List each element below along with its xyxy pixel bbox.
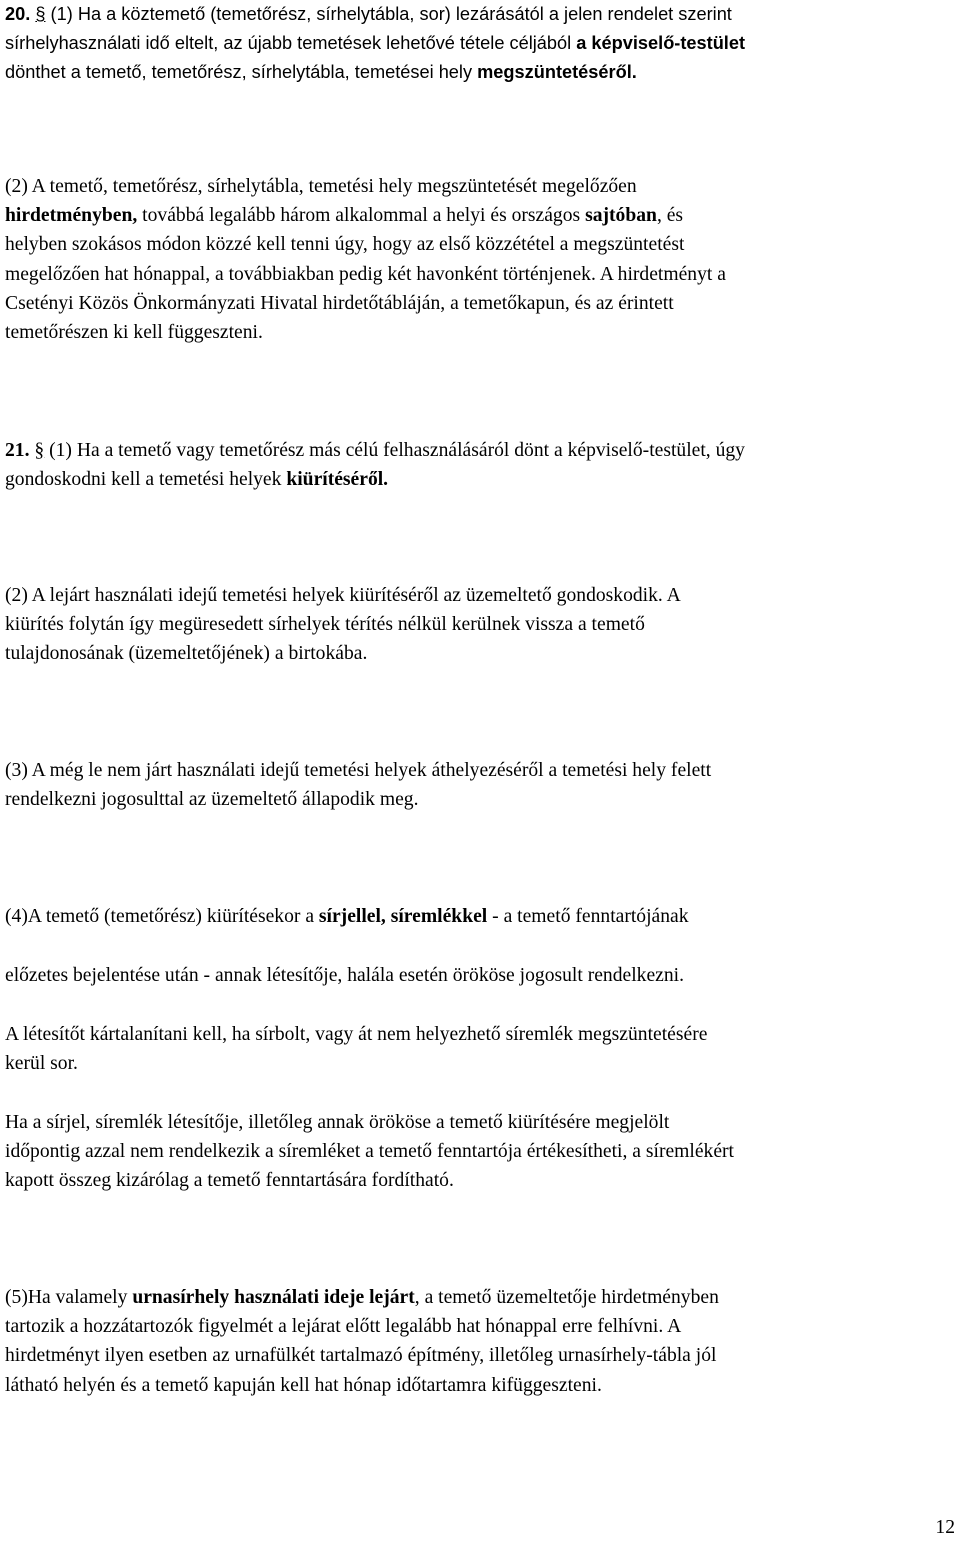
page-number: 12 [935,1517,955,1538]
text: A hirdetményt a [595,263,726,285]
section-sign: § [34,440,45,461]
text: kapott összeg kizárólag a temető fenntartására fordítható. [5,1170,454,1192]
text: (1) Ha a köztemető (temetőrész, sírhelytábla, sor) lezárásától a jelen rendelet szerint [45,4,732,24]
text: látható helyén és a temető kapuján kell hat hónap időtartamra kifüggeszteni. [5,1374,602,1396]
text: (4)A temető (temetőrész) kiürítésekor a [5,906,319,927]
section-21-paragraph-4-sale [5,1108,955,1196]
text: gondoskodni kell a temetési helyek [5,469,287,491]
emphasis: hirdetményben, [5,205,138,227]
text: (2) A lejárt használati idejű temetési helyek kiürítéséről az üzemeltető gondoskodik. A [5,585,681,606]
text: megelőzően hat hónappal, a továbbiakban pedig két havonként történjenek. [5,263,596,285]
text: rendelkezni jogosulttal az üzemeltető állapodik meg. [5,789,419,811]
text: (3) A még le nem járt használati idejű temetési helyek áthelyezéséről a temetési hely felett [5,760,712,781]
text: kerül sor. [5,1053,78,1075]
section-number: 21. [5,440,30,461]
emphasis: megszüntetéséről. [477,62,637,83]
section-number: 20. [5,4,31,24]
text: , a temető üzemeltetője hirdetményben [414,1287,719,1308]
section-21-paragraph-4 [5,902,955,931]
text: kiürítés folytán így megüresedett sírhelyek térítés nélkül kerülnek vissza a temető [5,614,645,636]
text: Ha a sírjel, síremlék létesítője, illetőleg annak örököse a temető kiürítésére megjelölt [5,1112,670,1133]
section-sign: § [35,4,46,24]
text: időpontig azzal nem rendelkezik a síremléket a temető fenntartója értékesítheti, a síremlékért [5,1141,735,1163]
section-21-paragraph-3 [5,756,955,814]
text: dönthet a temető, temetőrész, sírhelytábla, temetései hely [5,62,478,83]
text: temetőrészen ki kell függeszteni. [5,322,263,344]
emphasis: a képviselő-testület [576,33,746,54]
text: Csetényi Közös Önkormányzati Hivatal hirdetőtábláján, a temetőkapun, és az érintett [5,292,674,314]
text: sírhelyhasználati idő eltelt, az újabb temetések lehetővé tétele céljából [5,33,577,54]
text: A létesítőt kártalanítani kell, ha sírbolt, vagy át nem helyezhető síremlék megszüntetésére [5,1024,708,1045]
text: előzetes bejelentése után - annak létesítője, halála esetén örököse jogosult rendelkezni. [5,965,684,986]
text: továbbá legalább három alkalommal a helyi és országos [137,205,586,227]
section-20-paragraph-1 [5,0,955,88]
emphasis: sajtóban [585,205,657,227]
section-21-paragraph-4-compensation [5,1020,955,1078]
section-21-paragraph-1 [5,436,955,494]
text: tartozik a hozzátartozók figyelmét a lejárat előtt legalább hat hónappal erre felhívni. A [5,1316,682,1338]
text: (1) Ha a temető vagy temetőrész más célú felhasználásáról dönt a képviselő-testület, úgy [44,440,745,461]
text: helyben szokásos módon közzé kell tenni úgy, hogy az első közzététel a megszüntetést [5,234,685,256]
text: - a temető fenntartójának [487,906,689,927]
emphasis: urnasírhely használati ideje lejárt [132,1287,415,1308]
section-21-paragraph-2 [5,581,955,669]
section-21-paragraph-4-continued [5,961,955,990]
emphasis: sírjellel, síremlékkel [318,906,488,927]
text: , és [656,205,684,227]
emphasis: kiürítéséről. [286,469,389,491]
section-21-paragraph-5 [5,1283,955,1400]
text: hirdetményt ilyen esetben az urnafülkét tartalmazó építmény, illetőleg urnasírhely-tábla jól [5,1345,717,1367]
text: (5)Ha valamely [5,1287,133,1308]
text: (2) A temető, temetőrész, sírhelytábla, temetési hely megszüntetését megelőzően [5,176,637,197]
text: tulajdonosának (üzemeltetőjének) a birtokába. [5,643,368,665]
section-20-paragraph-2 [5,172,955,347]
